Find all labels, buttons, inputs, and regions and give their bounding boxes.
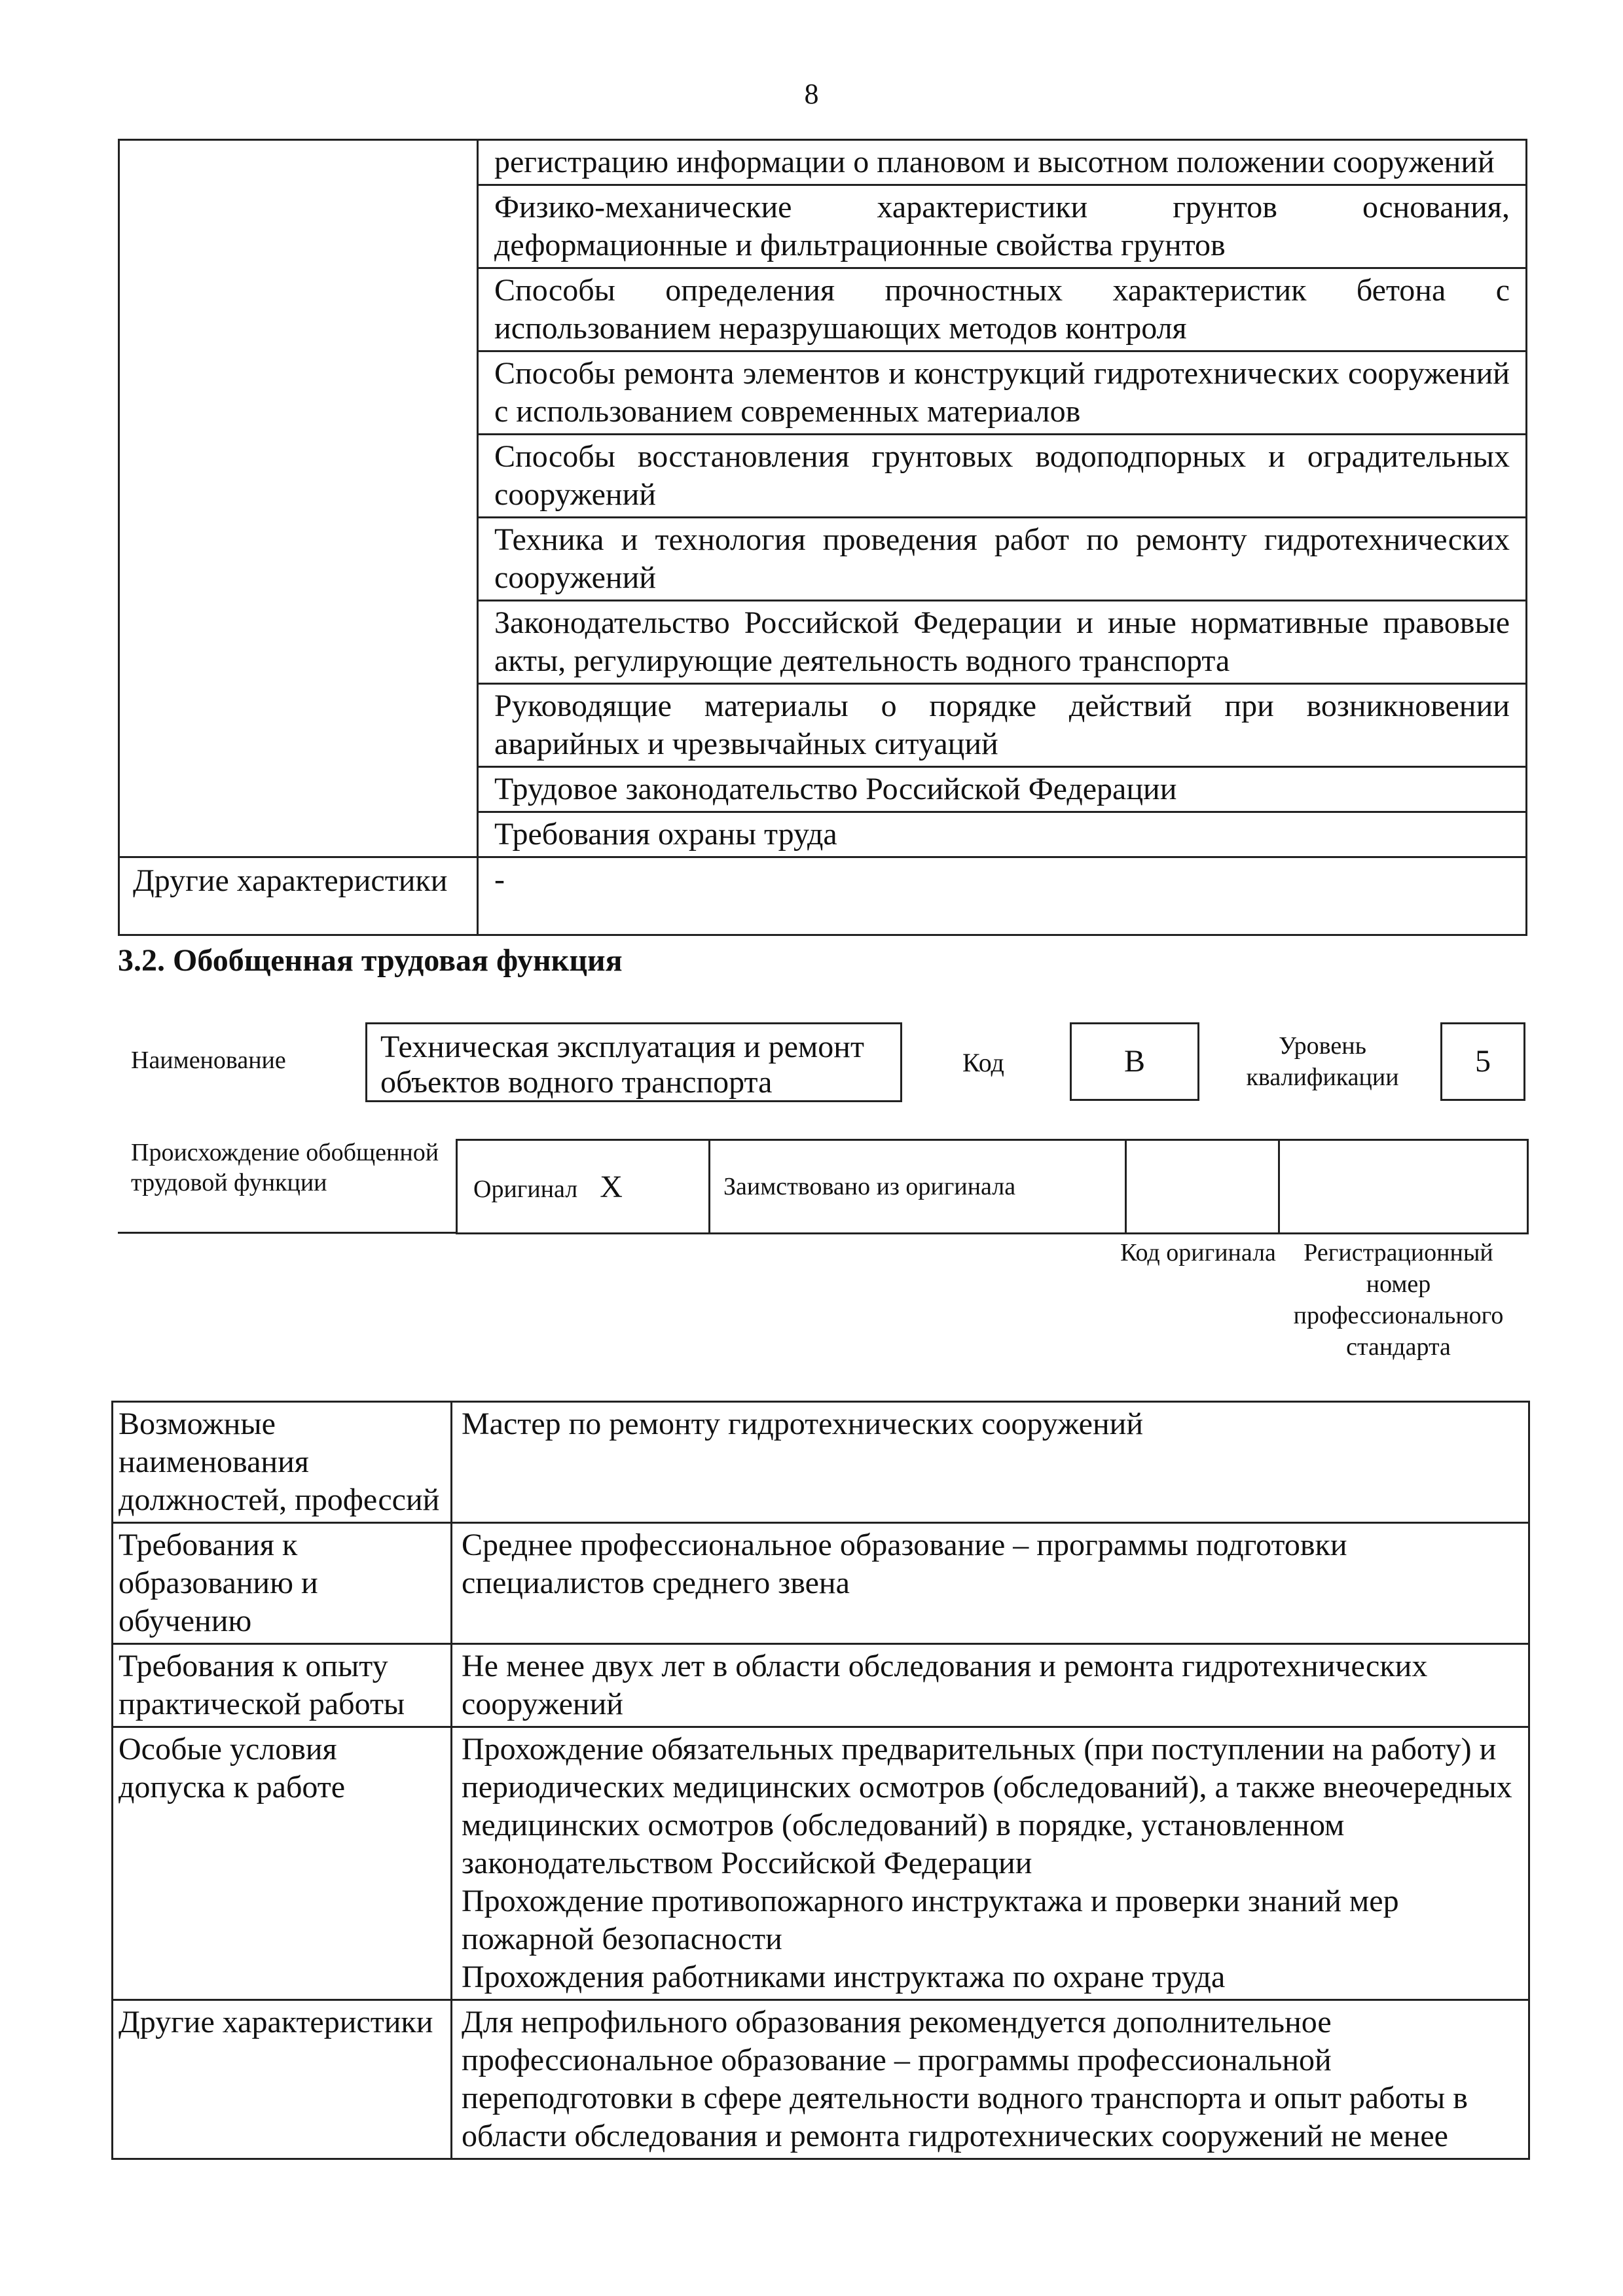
knowledge-item: Руководящие материалы о порядке действий при возникновении аварийных и чрезвычайных ситуаций [478, 684, 1527, 767]
other-characteristics-label: Другие характеристики [119, 857, 478, 935]
knowledge-item: Способы ремонта элементов и конструкций гидротехнических сооружений с использованием современных материалов [478, 351, 1527, 435]
details-value-line: Прохождения работниками инструктажа по охране труда [462, 1960, 1226, 1994]
details-label: Другие характеристики [113, 2000, 452, 2159]
details-value-line: Прохождение обязательных предварительных (при поступлении на работу) и периодических медицинских осмотров (обследований), а также внеочередных медицинских осмотров (обследований) в порядке, установленном законодательством Российской Федерации [462, 1732, 1512, 1880]
reg-number-cell [1279, 1140, 1528, 1234]
table-row [119, 140, 1527, 185]
details-table [111, 1401, 1530, 2160]
table-row [113, 2000, 1529, 2159]
original-mark: X [600, 1169, 623, 1204]
code-value: B [1070, 1022, 1199, 1101]
details-label: Особые условия допуска к работе [113, 1727, 452, 2000]
page-number: 8 [804, 78, 819, 110]
qualification-level-label: Уровень квалификации [1246, 1032, 1399, 1091]
code-label: Код [962, 1048, 1004, 1077]
origin-table [456, 1139, 1529, 1234]
knowledge-label-cell [119, 140, 478, 857]
knowledge-item: Трудовое законодательство Российской Федерации [478, 767, 1527, 812]
details-value-line: Прохождение противопожарного инструктажа и проверки знаний мер пожарной безопасности [462, 1884, 1399, 1956]
table-row [119, 857, 1527, 935]
knowledge-item: регистрацию информации о плановом и высотном положении сооружений [478, 140, 1527, 185]
table-row [113, 1727, 1529, 2000]
borrowed-label: Заимствовано из оригинала [710, 1140, 1126, 1234]
knowledge-table [118, 139, 1527, 936]
code-original-cell [1126, 1140, 1279, 1234]
details-label: Требования к образованию и обучению [113, 1523, 452, 1644]
table-row [113, 1523, 1529, 1644]
knowledge-item: Способы определения прочностных характеристик бетона с использованием неразрушающих методов контроля [478, 268, 1527, 351]
origin-underline [118, 1232, 456, 1234]
name-value: Техническая эксплуатация и ремонт объектов водного транспорта [365, 1022, 902, 1102]
details-value: Не менее двух лет в области обследования и ремонта гидротехнических сооружений [452, 1644, 1529, 1727]
table-row [113, 1644, 1529, 1727]
origin-original-cell [457, 1140, 710, 1234]
details-value [452, 1727, 1529, 2000]
knowledge-item: Законодательство Российской Федерации и иные нормативные правовые акты, регулирующие деятельность водного транспорта [478, 601, 1527, 684]
knowledge-item: Техника и технология проведения работ по ремонту гидротехнических сооружений [478, 518, 1527, 601]
section-title: 3.2. Обобщенная трудовая функция [118, 943, 623, 978]
details-value: Среднее профессиональное образование – программы подготовки специалистов среднего звена [452, 1523, 1529, 1644]
name-label: Наименование [131, 1047, 286, 1074]
reg-number-caption: Регистрационный номер профессионального стандарта [1293, 1239, 1504, 1361]
other-characteristics-value: - [478, 857, 1527, 935]
code-original-caption: Код оригинала [1120, 1239, 1276, 1266]
knowledge-item: Способы восстановления грунтовых водоподпорных и оградительных сооружений [478, 435, 1527, 518]
table-row [113, 1402, 1529, 1523]
origin-label: Происхождение обобщенной трудовой функции [131, 1139, 439, 1196]
original-label: Оригинал [473, 1175, 578, 1203]
details-value: Мастер по ремонту гидротехнических сооружений [452, 1402, 1529, 1523]
qualification-level-value: 5 [1440, 1022, 1525, 1101]
knowledge-item: Требования охраны труда [478, 812, 1527, 857]
table-row [457, 1140, 1528, 1234]
details-value: Для непрофильного образования рекомендуется дополнительное профессиональное образование – программы профессиональной переподготовки в сфере деятельности водного транспорта и опыт работы в области обследования и ремонта гидротехнических сооружений не менее [452, 2000, 1529, 2159]
knowledge-item: Физико-механические характеристики грунтов основания, деформационные и фильтрационные свойства грунтов [478, 185, 1527, 268]
details-label: Требования к опыту практической работы [113, 1644, 452, 1727]
details-label: Возможные наименования должностей, профессий [113, 1402, 452, 1523]
